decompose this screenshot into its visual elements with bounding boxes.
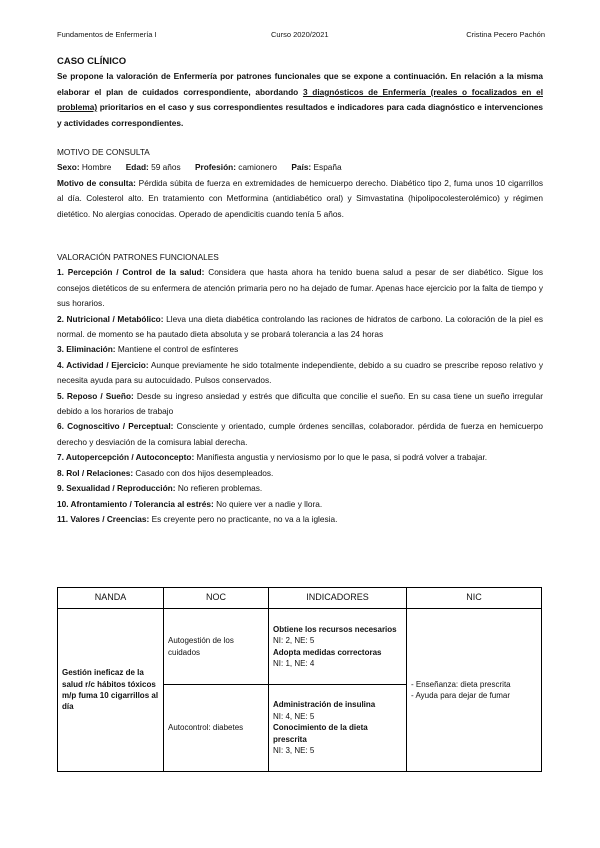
pattern-item: 5. Reposo / Sueño: Desde su ingreso ansiedad y estrés que dificulta que concilie el sueño. En su casa tiene un sueño irregular debido a los horarios de trabajo: [57, 390, 543, 417]
col-nic: NIC: [407, 588, 542, 609]
header-author: Cristina Pecero Pachón: [466, 30, 545, 39]
indicadores-cell: Obtiene los recursos necesarios NI: 2, NE: 5 Adopta medidas correctoras NI: 1, NE: 4: [269, 609, 407, 685]
pattern-item: 1. Percepción / Control de la salud: Considera que hasta ahora ha tenido buena salud a pesar de ser diabético. Sigue los consejos dietéticos de su enfermera de atención primaria pero no ha dejado de fumar. Apenas hace ejercicio por la falta de tiempo y sus horarios.: [57, 267, 543, 309]
noc-cell: Autogestión de los cuidados: [164, 609, 269, 685]
pattern-item: 8. Rol / Relaciones: Casado con dos hijos desempleados.: [57, 467, 274, 478]
pattern-item: 7. Autopercepción / Autoconcepto: Manifiesta angustia y nerviosismo por lo que le pasa, si podrá volver a trabajar.: [57, 452, 488, 463]
motivo-section: [57, 145, 543, 222]
pattern-item: 2. Nutricional / Metabólico: Lleva una dieta diabética controlando las raciones de hidratos de carbono. La coloración de la piel es normal. de momento se ha pautado dieta absoluta y se probará tolerancia a las 24 horas: [57, 313, 543, 340]
patient-demographics: Sexo: Hombre Edad: 59 años Profesión: camionero País: España: [57, 162, 342, 173]
nic-cell: - Enseñanza: dieta prescrita - Ayuda para dejar de fumar: [407, 609, 542, 772]
col-indicadores: INDICADORES: [269, 588, 407, 609]
noc-cell: Autocontrol: diabetes: [164, 685, 269, 772]
col-nanda: NANDA: [58, 588, 164, 609]
case-section: [57, 54, 543, 131]
case-intro: Se propone la valoración de Enfermería por patrones funcionales que se expone a continuación. En relación a la misma elaborar el plan de cuidados correspondiente, abordando 3 diagnósticos de Enfermería (reales o focalizados en el problema) prioritarios en el caso y sus correspondientes resultados e indicadores para cada diagnóstico e intervenciones y actividades correspondientes.: [57, 71, 543, 128]
header-course: Curso 2020/2021: [271, 30, 329, 39]
motivo-heading: MOTIVO DE CONSULTA: [57, 147, 150, 157]
pattern-item: 4. Actividad / Ejercicio: Aunque previamente he sido totalmente independiente, debido a su cuadro se prescribe reposo relativo y necesita ayuda para su autocuidado. Pulsos conservados.: [57, 359, 543, 386]
table-header-row: [58, 588, 542, 609]
pattern-item: 9. Sexualidad / Reproducción: No refieren problemas.: [57, 483, 263, 494]
valoracion-section: [57, 250, 543, 527]
motivo-consulta: Motivo de consulta: Pérdida súbita de fuerza en extremidades de hemicuerpo derecho. Diabético tipo 2, fuma unos 10 cigarrillos al día. Colesterol alto. En tratamiento con Metformina (antidiabético oral) y Simvastatina (hipolipocolesterolémico) y régimen dietético. No alergias conocidas. Operado de apendicitis cuando tenía 5 años.: [57, 177, 543, 219]
pattern-item: 10. Afrontamiento / Tolerancia al estrés: No quiere ver a nadie y llora.: [57, 498, 323, 509]
nanda-cell: Gestión ineficaz de la salud r/c hábitos tóxicos m/p fuma 10 cigarrillos al día: [58, 609, 164, 772]
col-noc: NOC: [164, 588, 269, 609]
case-title: CASO CLÍNICO: [57, 56, 127, 67]
case-intro-underlined: 3 diagnósticos de Enfermería (reales o focalizados en el problema): [57, 86, 543, 113]
pattern-item: 6. Cognoscitivo / Perceptual: Consciente y orientado, cumple órdenes sencillas, colaborador. pérdida de fuerza en hemicuerpo derecho y desviación de la comisura labial derecha.: [57, 421, 544, 447]
pattern-item: 3. Eliminación: Mantiene el control de esfínteres: [57, 344, 239, 355]
header-subject: Fundamentos de Enfermería I: [57, 30, 157, 39]
care-plan-table: [57, 587, 542, 772]
valoracion-heading: VALORACIÓN PATRONES FUNCIONALES: [57, 252, 219, 262]
pattern-item: 11. Valores / Creencias: Es creyente pero no practicante, no va a la iglesia.: [57, 513, 338, 524]
indicadores-cell: Administración de insulina NI: 4, NE: 5 Conocimiento de la dieta prescrita NI: 3, NE: 5: [269, 685, 407, 772]
table-row: [58, 609, 542, 685]
